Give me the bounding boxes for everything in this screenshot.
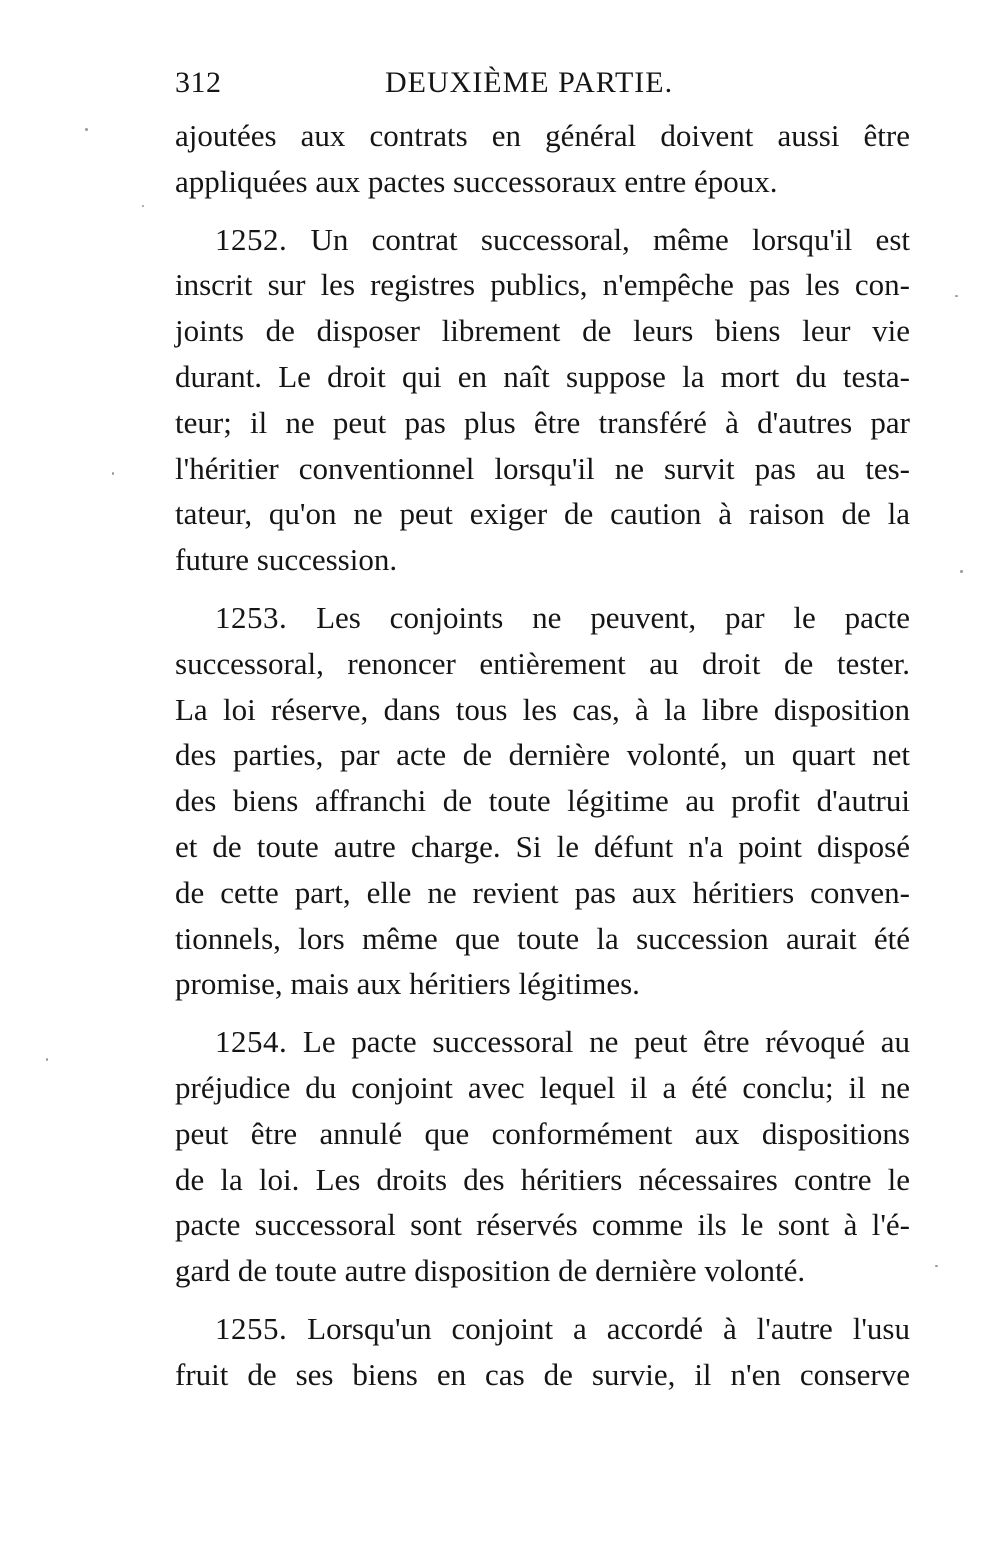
text-line: et de toute autre charge. Si le défunt n'a point disposé: [175, 828, 910, 864]
article-1253: [175, 595, 910, 1007]
text-line: gard de toute autre disposition de dernière volonté.: [175, 1253, 806, 1289]
text-line: de la loi. Les droits des héritiers nécessaires contre le: [175, 1161, 910, 1197]
article-number: 1255.: [215, 1310, 288, 1346]
text-line: inscrit sur les registres publics, n'empêche pas les con-: [175, 267, 910, 303]
text-line: peut être annulé que conformément aux dispositions: [175, 1115, 910, 1151]
text-line: durant. Le droit qui en naît suppose la mort du testa-: [175, 358, 910, 394]
scan-speck: [960, 570, 963, 573]
article-1255: [175, 1306, 910, 1398]
text-line: promise, mais aux héritiers légitimes.: [175, 966, 640, 1002]
scan-speck: [85, 128, 88, 131]
article-number: 1254.: [215, 1024, 288, 1060]
article-number: 1253.: [215, 599, 288, 635]
body-text: [175, 113, 910, 1398]
text-line: La loi réserve, dans tous les cas, à la libre disposition: [175, 691, 910, 727]
text-line: fruit de ses biens en cas de survie, il n'en conserve: [175, 1356, 910, 1392]
paragraph-continuation: [175, 113, 910, 205]
text-line: joints de disposer librement de leurs biens leur vie: [175, 313, 910, 349]
text-line: teur; il ne peut pas plus être transféré à d'autres par: [175, 404, 910, 440]
page-number: 312: [175, 66, 222, 99]
text-line: tionnels, lors même que toute la succession aurait été: [175, 920, 910, 956]
text-line: de cette part, elle ne revient pas aux héritiers conven-: [175, 874, 910, 910]
article-1254: [175, 1019, 910, 1294]
running-head: DEUXIÈME PARTIE.: [385, 66, 674, 99]
text-line: ajoutées aux contrats en général doivent aussi être: [175, 118, 910, 153]
text-line: préjudice du conjoint avec lequel il a été conclu; il ne: [175, 1069, 910, 1105]
text-line: 1255. Lorsqu'un conjoint a accordé à l'autre l'usu: [215, 1310, 910, 1346]
scan-speck: [46, 1058, 48, 1061]
scan-speck: [142, 205, 144, 207]
text-line: l'héritier conventionnel lorsqu'il ne survit pas au tes-: [175, 450, 910, 486]
text-line: pacte successoral sont réservés comme ils le sont à l'é-: [175, 1207, 910, 1243]
text-line: 1254. Le pacte successoral ne peut être révoqué au: [215, 1024, 910, 1060]
text-line: future succession.: [175, 542, 398, 578]
text-line: des biens affranchi de toute légitime au profit d'autrui: [175, 783, 910, 819]
text-line: successoral, renoncer entièrement au droit de tester.: [175, 645, 910, 681]
scan-speck: [955, 295, 958, 297]
article-1252: [175, 217, 910, 583]
text-line: appliquées aux pactes successoraux entre époux.: [175, 163, 778, 199]
scan-speck: [112, 472, 114, 475]
page-header: [175, 66, 910, 112]
text-line: des parties, par acte de dernière volonté, un quart net: [175, 737, 910, 773]
text-line: tateur, qu'on ne peut exiger de caution à raison de la: [175, 496, 910, 532]
text-line: 1253. Les conjoints ne peuvent, par le pacte: [215, 599, 910, 635]
text-line: 1252. Un contrat successoral, même lorsqu'il est: [215, 221, 910, 257]
article-number: 1252.: [215, 221, 288, 257]
scan-speck: [935, 1265, 938, 1267]
